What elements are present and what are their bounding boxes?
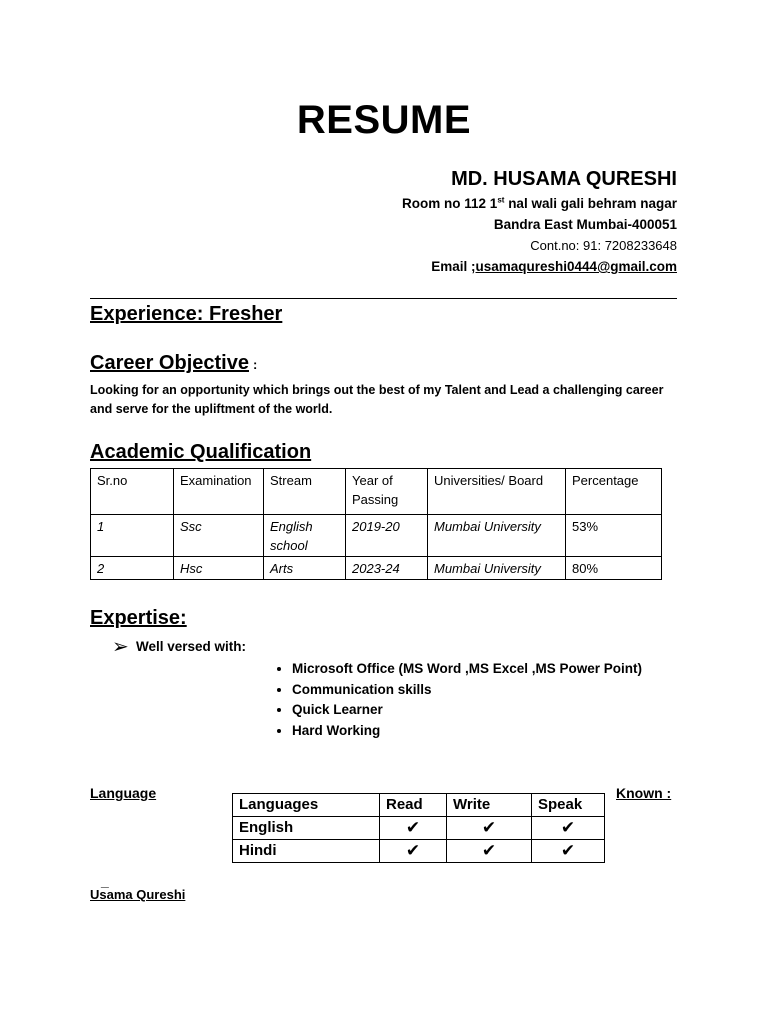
academic-header-cell: Year of Passing: [346, 469, 428, 515]
academic-table: [90, 468, 662, 580]
academic-qualification-heading: Academic Qualification: [90, 441, 312, 463]
arrow-bullet-icon: ➢: [112, 636, 129, 658]
address-line-2: Bandra East Mumbai-400051: [493, 217, 677, 232]
academic-header-cell: Universities/ Board: [428, 469, 566, 515]
academic-cell: Arts: [264, 557, 346, 580]
email-label: Email ;: [431, 259, 476, 274]
academic-header-cell: Percentage: [566, 469, 662, 515]
academic-row: [91, 557, 662, 580]
career-objective-heading: Career Objective: [90, 352, 249, 374]
language-name: Hindi: [233, 840, 380, 863]
language-table: [232, 793, 605, 863]
language-header-cell: Speak: [532, 794, 605, 817]
check-icon: ✔: [532, 817, 605, 840]
academic-cell: Ssc: [174, 515, 264, 557]
check-icon: ✔: [447, 840, 532, 863]
skill-item: • Hard Working: [292, 721, 642, 742]
address-line-1: [402, 196, 677, 211]
experience-heading: Experience: Fresher: [90, 303, 283, 325]
academic-cell: 2023-24: [346, 557, 428, 580]
academic-cell: 2: [91, 557, 174, 580]
academic-cell: 2019-20: [346, 515, 428, 557]
language-name: English: [233, 817, 380, 840]
check-icon: ✔: [380, 840, 447, 863]
known-label: Known :: [616, 785, 672, 801]
language-header-row: [233, 794, 605, 817]
career-objective-text: Looking for an opportunity which brings out the best of my Talent and Lead a challenging career and serve for the upliftment of the world.: [90, 383, 664, 416]
skill-item: • Quick Learner: [292, 700, 642, 721]
academic-row: [91, 515, 662, 557]
language-header-cell: Languages: [233, 794, 380, 817]
language-row: [233, 840, 605, 863]
academic-header-cell: Sr.no: [91, 469, 174, 515]
career-objective-heading-row: [90, 352, 257, 375]
contact-number: Cont.no: 91: 7208233648: [530, 238, 677, 253]
resume-title: RESUME: [296, 98, 472, 142]
expertise-subheading: Well versed with:: [136, 639, 247, 654]
header-divider: [90, 298, 677, 299]
signature-dash: _: [101, 873, 109, 889]
academic-header-cell: Stream: [264, 469, 346, 515]
skill-item: • Microsoft Office (MS Word ,MS Excel ,MS Power Point): [292, 659, 642, 680]
email-link[interactable]: usamaqureshi0444@gmail.com: [475, 259, 677, 274]
academic-cell: English school: [264, 515, 346, 557]
academic-header-cell: Examination: [174, 469, 264, 515]
academic-cell: Mumbai University: [428, 515, 566, 557]
check-icon: ✔: [380, 817, 447, 840]
academic-header-row: [91, 469, 662, 515]
email-row: [431, 258, 677, 276]
signature-name: Usama Qureshi: [90, 887, 186, 902]
check-icon: ✔: [532, 840, 605, 863]
skill-item: • Communication skills: [292, 680, 642, 701]
expertise-heading: Expertise:: [90, 607, 187, 629]
language-header-cell: Write: [447, 794, 532, 817]
language-row: [233, 817, 605, 840]
academic-cell: 1: [91, 515, 174, 557]
check-icon: ✔: [447, 817, 532, 840]
academic-cell: Hsc: [174, 557, 264, 580]
address-line-1-end: nal wali gali behram nagar: [504, 196, 677, 211]
career-objective-colon: :: [252, 357, 258, 372]
language-header-cell: Read: [380, 794, 447, 817]
academic-cell: Mumbai University: [428, 557, 566, 580]
candidate-name: MD. HUSAMA QURESHI: [451, 168, 677, 190]
address-line-1-start: Room no 112 1: [402, 196, 498, 211]
language-label: Language: [90, 785, 157, 801]
address-ordinal-suffix: st: [497, 195, 505, 205]
academic-cell: 80%: [566, 557, 662, 580]
academic-cell: 53%: [566, 515, 662, 557]
skills-list: [270, 659, 642, 741]
